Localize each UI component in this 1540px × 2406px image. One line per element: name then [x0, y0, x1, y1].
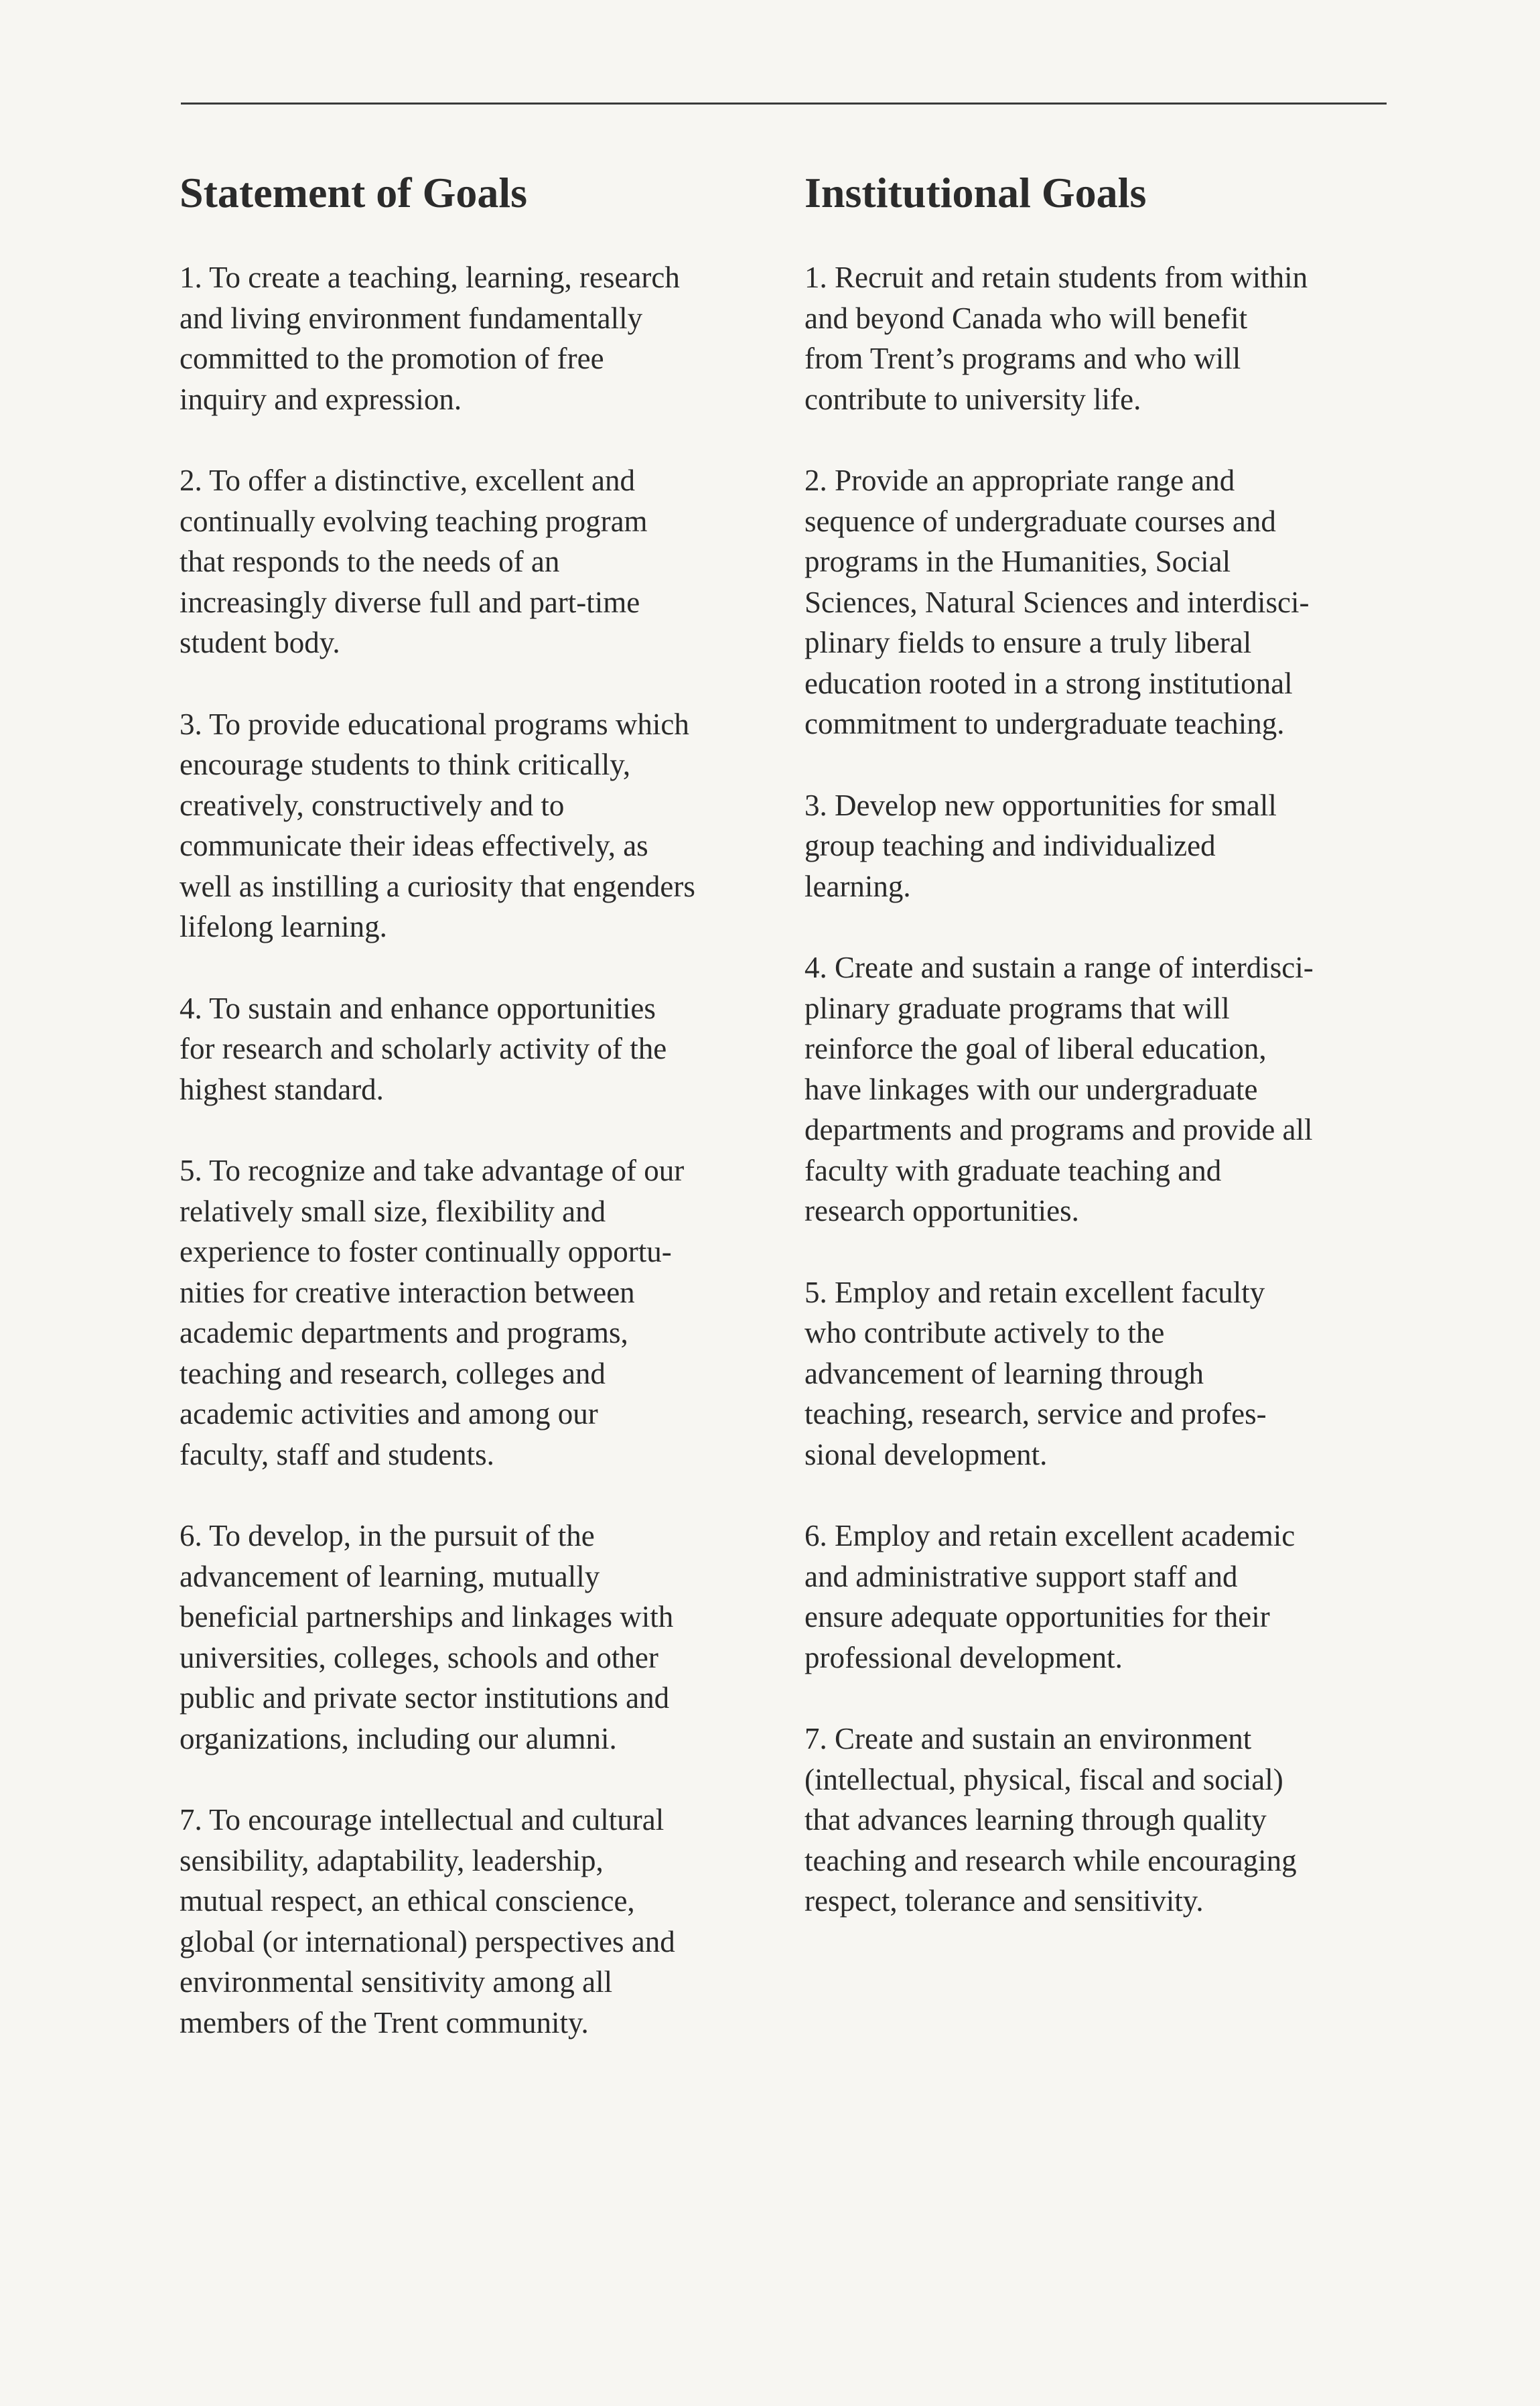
institutional-goal-1: 1. Recruit and retain students from within and beyond Canada who will benefit from Trent’s programs and who will contribute to university life.: [804, 261, 1308, 416]
institutional-goals-column: [804, 166, 1394, 1962]
statement-of-goals-heading: Statement of Goals: [180, 169, 528, 216]
statement-goal-1: 1. To create a teaching, learning, research and living environment fundamentally committed to the promotion of free inquiry and expression.: [180, 261, 680, 416]
statement-of-goals-column: [180, 166, 769, 2084]
statement-goal-7: 7. To encourage intellectual and cultural sensibility, adaptability, leadership, mutual respect, an ethical conscience, global (or international) perspectives and environmental sensitivity among all members of the Trent community.: [180, 1803, 675, 2040]
institutional-goal-2: 2. Provide an appropriate range and sequence of undergraduate courses and programs in the Humanities, Social Sciences, Natural Sciences and interdisci- plinary fields to ensure a truly liberal education rooted in a strong institutional commitment to undergraduate teaching.: [804, 464, 1310, 740]
top-horizontal-rule: [181, 103, 1387, 105]
institutional-goal-3: 3. Develop new opportunities for small group teaching and individualized learning.: [804, 788, 1277, 903]
institutional-goal-4: 4. Create and sustain a range of interdisci- plinary graduate programs that will reinforce the goal of liberal education, have linkages with our undergraduate departments and programs and provide all faculty with graduate teaching and research opportunities.: [804, 951, 1314, 1227]
statement-goal-5: 5. To recognize and take advantage of our relatively small size, flexibility and experience to foster continually opportu- nities for creative interaction between academic departments and programs, teaching and research, colleges and academic activities and among our faculty, staff and students.: [180, 1154, 685, 1471]
institutional-goal-7: 7. Create and sustain an environment (intellectual, physical, fiscal and social) that advances learning through quality teaching and research while encouraging respect, tolerance and sensitivity.: [804, 1722, 1297, 1918]
institutional-goals-heading: Institutional Goals: [804, 169, 1147, 216]
statement-goal-4: 4. To sustain and enhance opportunities for research and scholarly activity of the highest standard.: [180, 991, 667, 1106]
institutional-goal-6: 6. Employ and retain excellent academic and administrative support staff and ensure adequate opportunities for their professional development.: [804, 1519, 1296, 1674]
statement-goal-3: 3. To provide educational programs which encourage students to think critically, creatively, constructively and to communicate their ideas effectively, as well as instilling a curiosity that engenders lifelong learning.: [180, 707, 695, 943]
statement-goal-6: 6. To develop, in the pursuit of the advancement of learning, mutually beneficial partnerships and linkages with universities, colleges, schools and other public and private sector institutions and organizations, including our alumni.: [180, 1519, 674, 1755]
institutional-goal-5: 5. Employ and retain excellent faculty who contribute actively to the advancement of learning through teaching, research, service and profes- sional development.: [804, 1275, 1267, 1471]
statement-goal-2: 2. To offer a distinctive, excellent and continually evolving teaching program that responds to the needs of an increasingly diverse full and part-time student body.: [180, 464, 648, 659]
